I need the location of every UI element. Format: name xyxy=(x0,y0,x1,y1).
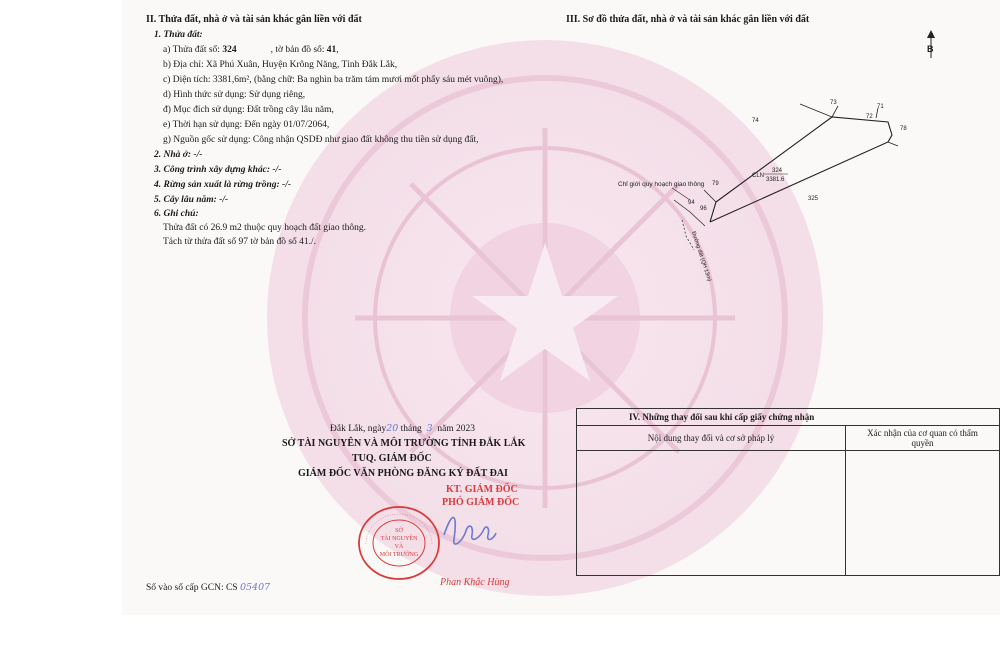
signer-name: Phan Khắc Hùng xyxy=(440,577,510,588)
house-line: 2. Nhà ở: -/- xyxy=(154,150,203,160)
section-4-title: IV. Những thay đổi sau khi cấp giấy chứng nhận xyxy=(577,409,1000,426)
parcel-line: a) Thửa đất số: 324 , tờ bản đồ số: 41, xyxy=(163,45,339,55)
svg-text:74: 74 xyxy=(752,118,759,124)
land-heading: 1. Thửa đất: xyxy=(154,30,203,40)
neighbor-74-boundary xyxy=(800,104,832,117)
area-line: c) Diện tích: 3381,6m², (bằng chữ: Ba nghìn ba trăm tám mươi mốt phẩy sáu mét vuông), xyxy=(163,75,504,85)
forest-line: 4. Rừng sản xuất là rừng trồng: -/- xyxy=(154,180,292,190)
parcel-diagram xyxy=(560,20,1000,320)
parcel-number-label: 324 xyxy=(772,168,783,174)
place-date: Đắk Lắk, ngày20 tháng 3 năm 2023 xyxy=(330,423,476,434)
day-handwritten: 20 xyxy=(386,423,399,434)
registry-line: Số vào sổ cấp GCN: CS 05407 xyxy=(146,582,271,593)
neighbor-78-boundary xyxy=(888,142,898,146)
svg-text:78: 78 xyxy=(900,126,907,132)
parcel-prefix: a) Thửa đất số: xyxy=(163,45,223,55)
note-1: Thửa đất có 26.9 m2 thuộc quy hoạch đất giao thông. xyxy=(163,223,367,233)
address-line: b) Địa chỉ: Xã Phú Xuân, Huyện Krông Năng, Tỉnh Đắk Lắk, xyxy=(163,60,398,70)
map-sheet-prefix: , tờ bản đồ số: xyxy=(270,45,327,55)
north-label: B xyxy=(927,44,934,54)
usage-origin-line: g) Nguồn gốc sử dụng: Công nhận QSDĐ như giao đất không thu tiền sử dụng đất, xyxy=(163,135,479,145)
parcel-boundary xyxy=(710,117,892,222)
section-3-title: III. Sơ đồ thửa đất, nhà ở và tài sản khác gắn liền với đất xyxy=(566,14,810,25)
svg-text:72: 72 xyxy=(866,114,873,120)
neighbor-73-boundary xyxy=(832,106,838,117)
svg-text:94: 94 xyxy=(688,200,695,206)
handwritten-signature xyxy=(440,505,500,555)
map-sheet-number: 41 xyxy=(326,45,337,55)
svg-text:71: 71 xyxy=(877,104,884,110)
notes-heading: 6. Ghi chú: xyxy=(154,209,199,219)
office-title: GIÁM ĐỐC VĂN PHÒNG ĐĂNG KÝ ĐẤT ĐAI xyxy=(298,468,508,479)
parcel-number: 324 xyxy=(222,45,237,55)
changes-cell-approval xyxy=(846,451,1000,576)
neighbor-79-boundary xyxy=(704,190,716,202)
svg-text:73: 73 xyxy=(830,100,837,106)
changes-cell-content xyxy=(577,451,846,576)
usage-purpose-line: đ) Mục đích sử dụng: Đất trồng cây lâu năm, xyxy=(163,105,334,115)
changes-table xyxy=(576,408,1000,576)
land-type-label: CLN xyxy=(752,173,765,179)
road-label: Đường đất (QH 13m) xyxy=(690,230,712,283)
official-seal xyxy=(356,504,442,582)
issuing-org: SỞ TÀI NGUYÊN VÀ MÔI TRƯỜNG TỈNH ĐẮK LẮK xyxy=(282,438,526,449)
road-limit-leader xyxy=(672,188,690,200)
svg-text:79: 79 xyxy=(712,181,719,187)
month-handwritten: 3 xyxy=(426,423,433,434)
note-2: Tách từ thửa đất số 97 tờ bản đồ số 41./. xyxy=(163,237,317,247)
changes-col-content: Nội dung thay đổi và cơ sở pháp lý xyxy=(577,426,846,451)
svg-text:MÔI TRƯỜNG: MÔI TRƯỜNG xyxy=(379,552,419,558)
registry-number: 05407 xyxy=(239,582,271,593)
construction-line: 3. Công trình xây dựng khác: -/- xyxy=(154,165,282,175)
svg-text:SỞ: SỞ xyxy=(395,528,403,534)
tuq-title: TUQ. GIÁM ĐỐC xyxy=(352,453,432,464)
svg-text:325: 325 xyxy=(808,196,819,202)
section-2-title: II. Thửa đất, nhà ở và tài sản khác gắn liền với đất xyxy=(146,14,362,25)
svg-text:TÀI NGUYÊN: TÀI NGUYÊN xyxy=(380,536,418,542)
usage-form-line: d) Hình thức sử dụng: Sử dụng riêng, xyxy=(163,90,306,100)
changes-col-approval: Xác nhận của cơ quan có thẩm quyền xyxy=(846,426,1000,451)
north-arrow-head-icon xyxy=(927,30,935,38)
perennial-line: 5. Cây lâu năm: -/- xyxy=(154,195,229,205)
road-limit-label: Chỉ giới quy hoạch giao thông xyxy=(618,181,705,188)
svg-text:VÀ: VÀ xyxy=(394,544,404,550)
kt-title: KT. GIÁM ĐỐC xyxy=(446,484,518,495)
usage-term-line: e) Thời hạn sử dụng: Đến ngày 01/07/2064, xyxy=(163,120,330,130)
svg-text:96: 96 xyxy=(700,206,707,212)
deputy-title: PHÓ GIÁM ĐỐC xyxy=(442,497,520,508)
parcel-area-label: 3381.6 xyxy=(766,177,785,183)
